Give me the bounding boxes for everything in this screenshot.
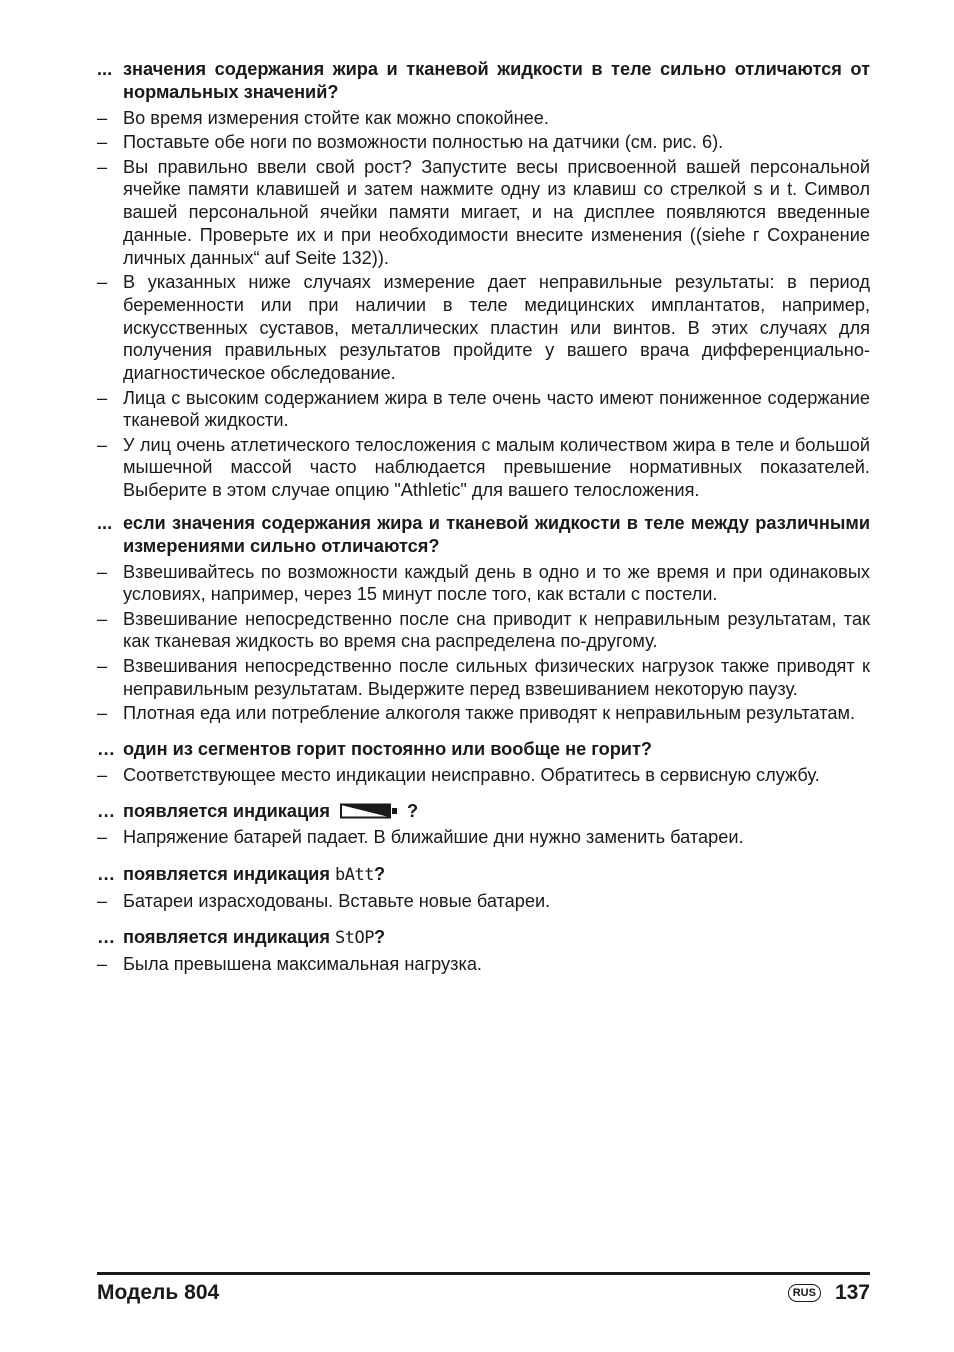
section-heading xyxy=(97,863,870,887)
heading-ellipsis: … xyxy=(97,927,116,948)
document-body xyxy=(97,58,870,977)
list-item: – Батареи израсходованы. Вставьте новые батареи. xyxy=(97,890,551,911)
heading-text: появляется индикация xyxy=(123,927,330,948)
faq-section-battery-icon xyxy=(97,800,870,849)
faq-section-measurements-differ xyxy=(97,512,870,725)
list-item: – В указанных ниже случаях измерение дает неправильные результаты: в период беременности или при наличии в теле медицинских имплантатов, например, искусственных суставов, металлических пластин или винтов. В этих случаях для получения правильных результатов пройдите у вашего врача дифференциально-диагностическое обследование. xyxy=(97,272,870,384)
heading-text: значения содержания жира и тканевой жидкости в теле сильно отличаются от нормальных значений? xyxy=(123,59,870,102)
section-heading xyxy=(97,738,870,761)
heading-ellipsis: ... xyxy=(97,512,113,533)
footer-divider xyxy=(97,1272,870,1275)
list-item: – Соответствующее место индикации неисправно. Обратитесь в сервисную службу. xyxy=(97,765,820,786)
faq-section-segment-fault xyxy=(97,738,870,787)
battery-low-icon xyxy=(339,803,399,819)
list-item: – Поставьте обе ноги по возможности полностью на датчики (см. рис. 6). xyxy=(97,132,724,153)
heading-ellipsis: … xyxy=(97,863,116,884)
page-number: 137 xyxy=(834,1281,870,1304)
lcd-stop-indicator: StOP xyxy=(335,928,374,949)
heading-suffix: ? xyxy=(374,863,386,884)
list-item: – Вы правильно ввели свой рост? Запустите весы присвоенной вашей персональной ячейке памяти клавишей и затем нажмите одну из клавиш со стрелкой s и t. Символ вашей персональной ячейки памяти мигает, и на дисплее появляются введенные данные. Проверьте их и при необходимости внесите изменения ((siehe г Сохранение личных данных“ auf Seite 132)). xyxy=(97,156,870,268)
list-item: – Лица с высоким содержанием жира в теле очень часто имеют пониженное содержание тканевой жидкости. xyxy=(97,387,870,431)
faq-section-batt xyxy=(97,863,870,913)
faq-section-stop xyxy=(97,926,870,976)
list-item: – Была превышена максимальная нагрузка. xyxy=(97,954,482,975)
language-badge: RUS xyxy=(788,1284,821,1302)
list-item: – Во время измерения стойте как можно спокойнее. xyxy=(97,108,549,128)
section-heading xyxy=(97,800,870,823)
lcd-batt-indicator: bAtt xyxy=(335,864,374,885)
list-item: – Взвешивания непосредственно после сильных физических нагрузок также приводят к неправильным результатам. Выдержите перед взвешиванием некоторую паузу. xyxy=(97,655,870,699)
heading-suffix: ? xyxy=(407,801,419,822)
faq-section-fat-abnormal xyxy=(97,58,870,502)
list-item: – Взвешивайтесь по возможности каждый день в одно и то же время и при одинаковых условиях, например, через 15 минут после того, как встали с постели. xyxy=(97,561,870,605)
heading-ellipsis: ... xyxy=(97,59,113,79)
heading-ellipsis: … xyxy=(97,801,116,822)
heading-suffix: ? xyxy=(374,927,386,948)
heading-text: один из сегментов горит постоянно или вообще не горит? xyxy=(123,739,653,760)
heading-text: появляется индикация xyxy=(123,863,330,884)
list-item: – Плотная еда или потребление алкоголя также приводят к неправильным результатам. xyxy=(97,702,856,723)
heading-ellipsis: … xyxy=(97,739,116,760)
section-heading xyxy=(97,512,870,558)
heading-text: если значения содержания жира и тканевой жидкости в теле между различными измерениями сильно отличаются? xyxy=(123,512,870,556)
heading-text: появляется индикация xyxy=(123,801,330,822)
section-heading xyxy=(97,926,870,950)
list-item: – Напряжение батарей падает. В ближайшие дни нужно заменить батареи. xyxy=(97,827,744,848)
footer-model: Модель 804 xyxy=(97,1281,220,1304)
list-item: – Взвешивание непосредственно после сна приводит к неправильным результатам, так как тканевая жидкость во время сна распределена по-другому. xyxy=(97,608,870,652)
list-item: – У лиц очень атлетического телосложения с малым количеством жира в теле и большой мышечной массой часто наблюдается превышение нормативных показателей. Выберите в этом случае опцию "Athletic" для вашего телосложения. xyxy=(97,434,870,501)
section-heading xyxy=(97,58,870,104)
footer-page-info xyxy=(788,1281,870,1305)
